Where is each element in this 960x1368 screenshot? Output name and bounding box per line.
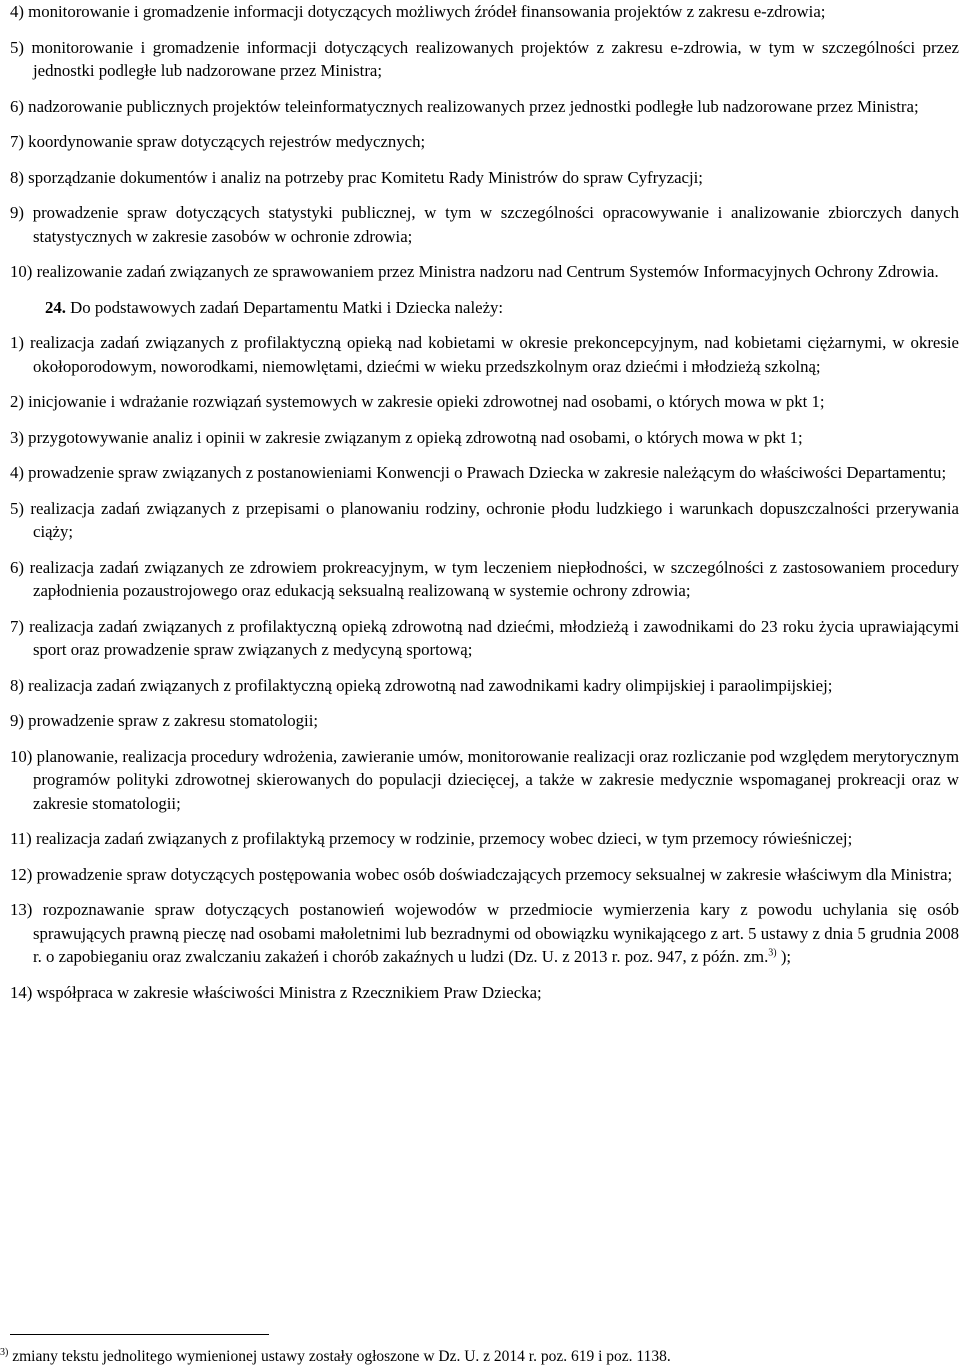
section-number: 24. [45, 297, 66, 317]
list-item: 6) realizacja zadań związanych ze zdrowiem prokreacyjnym, w tym leczeniem niepłodności, w szczególności z zastosowaniem procedury zapłodnienia pozaustrojowego oraz edukacją seksualną realizowaną w systemie ochrony zdrowia; [10, 557, 959, 600]
item-13-tail: ); [776, 947, 792, 966]
footnote-text: zmiany tekstu jednolitego wymienionej ustawy zostały ogłoszone w Dz. U. z 2014 r. poz. 619 i poz. 1138. [8, 1348, 671, 1365]
document-page [10, 0, 959, 1016]
item-13-text: 13) rozpoznawanie spraw dotyczących postanowień wojewodów w przedmiocie wymierzenia kary z powodu uchylania się osób sprawujących prawną pieczę nad osobami małoletnimi lub bezradnymi od obowiązku wynikającego z art. 5 ustawy z dnia 5 grudnia 2008 r. o zapobieganiu oraz zwalczaniu zakażeń i chorób zakaźnych u ludzi (Dz. U. z 2013 r. poz. 947, z późn. zm. [10, 900, 959, 966]
list-item: 1) realizacja zadań związanych z profilaktyczną opieką nad kobietami w okresie prekoncepcyjnym, nad kobietami ciężarnymi, w okresie okołoporodowym, noworodkami, niemowlętami, dziećmi w wieku przedszkolnym oraz dziećmi i młodzieżą szkolną; [10, 333, 959, 376]
footnote [0, 1347, 959, 1367]
footnote-separator [10, 1334, 269, 1335]
list-item: 14) współpraca w zakresie właściwości Ministra z Rzecznikiem Praw Dziecka; [10, 982, 542, 1002]
list-item: 8) realizacja zadań związanych z profilaktyczną opieką zdrowotną nad zawodnikami kadry olimpijskiej i paraolimpijskiej; [10, 675, 833, 695]
list-top [10, 0, 959, 284]
list-item: 5) monitorowanie i gromadzenie informacji dotyczących realizowanych projektów z zakresu e-zdrowia, w tym w szczególności przez jednostki podległe lub nadzorowane przez Ministra; [10, 37, 959, 80]
list-item: 9) prowadzenie spraw dotyczących statystyki publicznej, w tym w szczególności opracowywanie i analizowanie zbiorczych danych statystycznych w zakresie zasobów w ochronie zdrowia; [10, 203, 959, 246]
list-item: 10) planowanie, realizacja procedury wdrożenia, zawieranie umów, monitorowanie realizacji oraz rozliczanie pod względem merytorycznym programów polityki zdrowotnej skierowanych do populacji dziecięcej, a także w zakresie medycznie wspomaganej prokreacji oraz w zakresie stomatologii; [10, 746, 959, 813]
list-item: 9) prowadzenie spraw z zakresu stomatologii; [10, 711, 319, 730]
list-item: 3) przygotowywanie analiz i opinii w zakresie związanym z opieką zdrowotną nad osobami, o których mowa w pkt 1; [10, 427, 803, 447]
list-item: 10) realizowanie zadań związanych ze sprawowaniem przez Ministra nadzoru nad Centrum Systemów Informacyjnych Ochrony Zdrowia. [10, 262, 939, 281]
section-heading [10, 296, 959, 320]
footnote-reference: 3) [768, 947, 777, 959]
list-item: 12) prowadzenie spraw dotyczących postępowania wobec osób doświadczających przemocy seksualnej w zakresie właściwym dla Ministra; [10, 864, 953, 884]
list-item: 5) realizacja zadań związanych z przepisami o planowaniu rodziny, ochronie płodu ludzkiego i warunkach dopuszczalności przerywania ciąży; [10, 498, 959, 541]
list-item: 7) koordynowanie spraw dotyczących rejestrów medycznych; [10, 132, 426, 151]
list-item: 4) prowadzenie spraw związanych z postanowieniami Konwencji o Prawach Dziecka w zakresie należącym do właściwości Departamentu; [10, 463, 947, 482]
footnote-mark: 3) [0, 1346, 9, 1358]
list-item: 7) realizacja zadań związanych z profilaktyczną opieką zdrowotną nad dziećmi, młodzieżą i zawodnikami do 23 roku życia uprawiającymi sport oraz prowadzenie spraw związanych z medycyną sportową; [10, 616, 959, 659]
list-item: 4) monitorowanie i gromadzenie informacji dotyczących możliwych źródeł finansowania projektów z zakresu e-zdrowia; [10, 2, 826, 21]
list-item: 8) sporządzanie dokumentów i analiz na potrzeby prac Komitetu Rady Ministrów do spraw Cyfryzacji; [10, 167, 703, 187]
list-item [10, 898, 959, 969]
list-item: 6) nadzorowanie publicznych projektów teleinformatycznych realizowanych przez jednostki podległe lub nadzorowane przez Ministra; [10, 96, 919, 116]
list-item: 11) realizacja zadań związanych z profilaktyką przemocy w rodzinie, przemocy wobec dzieci, w tym przemocy rówieśniczej; [10, 829, 853, 848]
list-item: 2) inicjowanie i wdrażanie rozwiązań systemowych w zakresie opieki zdrowotnej nad osobami, o których mowa w pkt 1; [10, 392, 825, 411]
section-text: Do podstawowych zadań Departamentu Matki i Dziecka należy: [65, 297, 504, 317]
list-main [10, 331, 959, 1004]
